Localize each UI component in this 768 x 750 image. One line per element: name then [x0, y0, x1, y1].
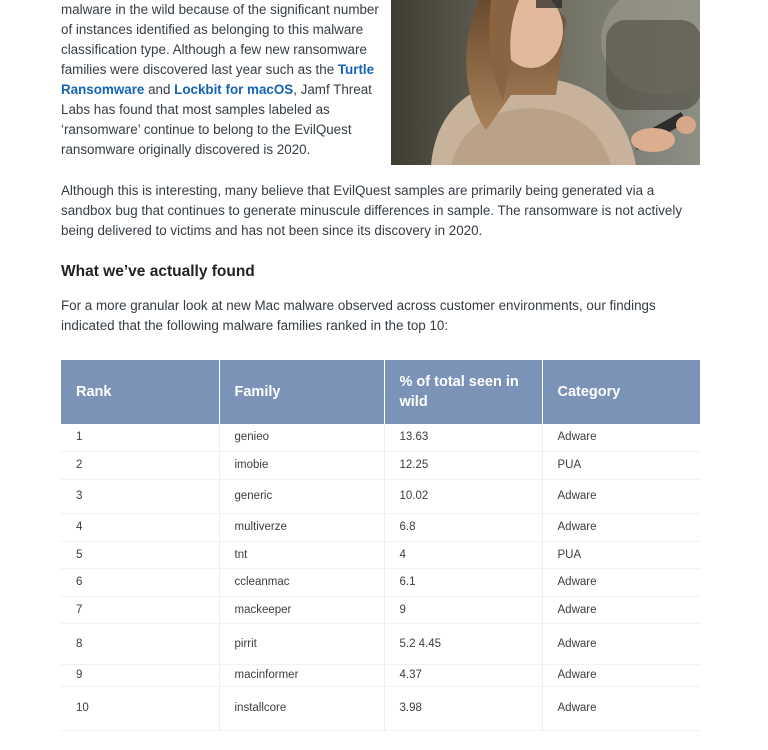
cell-category: Adware	[542, 664, 700, 686]
cell-category: Adware	[542, 424, 700, 451]
cell-family: installcore	[219, 686, 384, 730]
cell-family: genieo	[219, 424, 384, 451]
cell-rank: 1	[61, 424, 219, 451]
evilquest-paragraph: Although this is interesting, many believe that EvilQuest samples are primarily being generated via a sandbox bug that continues to generate minuscule differences in sample. The ransomware is not actively being delivered to victims and has not been since its discovery in 2020.	[61, 183, 683, 238]
cell-category: PUA	[542, 451, 700, 479]
table-row	[61, 596, 700, 623]
cell-rank: 2	[61, 451, 219, 479]
cell-rank: 8	[61, 623, 219, 664]
cell-rank: 10	[61, 686, 219, 730]
table-row	[61, 424, 700, 451]
lockbit-macos-link[interactable]: Lockbit for macOS	[174, 82, 294, 97]
table-row	[61, 541, 700, 568]
cell-rank: 4	[61, 513, 219, 541]
header-family: Family	[219, 360, 384, 424]
cell-rank: 7	[61, 596, 219, 623]
cell-category: Adware	[542, 568, 700, 596]
intro-and: and	[144, 82, 175, 97]
cell-family: imobie	[219, 451, 384, 479]
cell-category: Adware	[542, 513, 700, 541]
cell-category: Adware	[542, 686, 700, 730]
header-rank: Rank	[61, 360, 219, 424]
table-row	[61, 451, 700, 479]
table-row	[61, 686, 700, 730]
cell-percent: 9	[384, 596, 542, 623]
cell-category: Adware	[542, 479, 700, 513]
photo-illustration	[391, 0, 700, 165]
header-percent: % of total seen in wild	[384, 360, 542, 424]
header-category: Category	[542, 360, 700, 424]
cell-percent: 4	[384, 541, 542, 568]
cell-rank: 6	[61, 568, 219, 596]
intro-text-after: , Jamf Threat Labs has found that most samples labeled as ‘ransomware’ continue to belong to the EvilQuest ransomware originally discovered is 2020.	[61, 82, 372, 157]
cell-rank: 9	[61, 664, 219, 686]
findings-paragraph: For a more granular look at new Mac malware observed across customer environments, our findings indicated that the following malware families ranked in the top 10:	[61, 298, 656, 333]
table-header-row	[61, 360, 700, 424]
cell-percent: 4.37	[384, 664, 542, 686]
cell-family: mackeeper	[219, 596, 384, 623]
table-row	[61, 623, 700, 664]
cell-family: macinformer	[219, 664, 384, 686]
cell-rank: 5	[61, 541, 219, 568]
cell-percent: 6.1	[384, 568, 542, 596]
cell-category: Adware	[542, 596, 700, 623]
table-row	[61, 479, 700, 513]
cell-family: ccleanmac	[219, 568, 384, 596]
table-row	[61, 664, 700, 686]
cell-category: Adware	[542, 623, 700, 664]
cell-percent: 3.98	[384, 686, 542, 730]
intro-paragraph	[61, 0, 383, 160]
cell-category: PUA	[542, 541, 700, 568]
cell-family: tnt	[219, 541, 384, 568]
table-row	[61, 568, 700, 596]
malware-table	[61, 360, 700, 731]
cell-percent: 10.02	[384, 479, 542, 513]
woman-with-phone-photo	[391, 0, 700, 165]
cell-family: multiverze	[219, 513, 384, 541]
cell-percent: 13.63	[384, 424, 542, 451]
cell-percent: 12.25	[384, 451, 542, 479]
turtle-ransomware-link[interactable]: Turtle Ransomware	[61, 62, 375, 97]
cell-rank: 3	[61, 479, 219, 513]
section-heading: What we’ve actually found	[61, 263, 255, 280]
table-row	[61, 513, 700, 541]
cell-family: pirrit	[219, 623, 384, 664]
cell-family: generic	[219, 479, 384, 513]
cell-percent: 6.8	[384, 513, 542, 541]
intro-text-before: malware in the wild because of the significant number of instances identified as belonging to this malware classification type. Although a few new ransomware families were discovered last year such as the	[61, 2, 379, 77]
cell-percent: 5.2 4.45	[384, 623, 542, 664]
